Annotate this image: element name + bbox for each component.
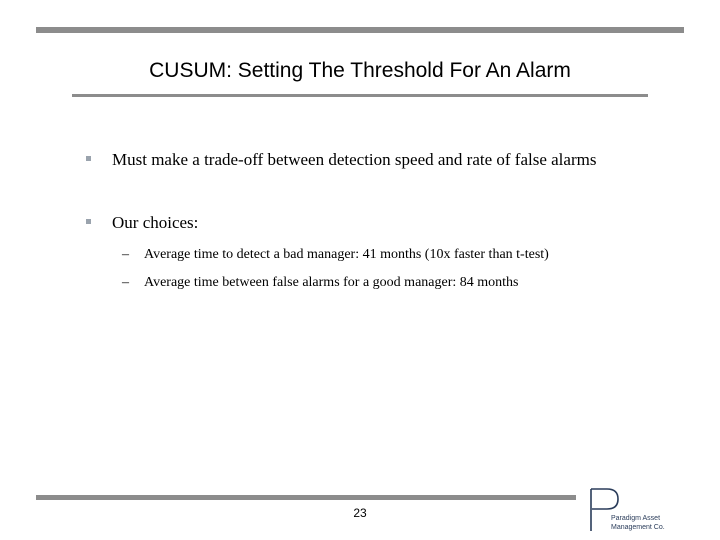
title-underline: [72, 94, 648, 97]
top-decorative-bar: [36, 27, 684, 33]
square-bullet-icon: [86, 219, 91, 224]
bullet-item: [86, 150, 596, 170]
slide-title: CUSUM: Setting The Threshold For An Alarm: [149, 59, 571, 82]
square-bullet-icon: [86, 156, 91, 161]
bottom-decorative-bar: [36, 495, 576, 500]
logo-wordmark: [611, 514, 665, 532]
sub-bullet-text: Average time to detect a bad manager: 41 months (10x faster than t-test): [144, 247, 549, 262]
dash-bullet-icon: –: [122, 247, 129, 262]
logo-line-2: Management Co.: [611, 524, 665, 531]
sub-bullet-item: [122, 246, 549, 264]
bullet-text: Our choices:: [112, 213, 199, 232]
logo-line-1: Paradigm Asset: [611, 515, 661, 522]
company-logo: [587, 487, 687, 535]
bullet-text: Must make a trade-off between detection speed and rate of false alarms: [112, 150, 597, 169]
sub-bullet-text: Average time between false alarms for a good manager: 84 months: [144, 275, 519, 290]
dash-bullet-icon: –: [122, 275, 129, 290]
bullet-item: [86, 213, 198, 233]
page-number: 23: [353, 506, 367, 520]
sub-bullet-item: [122, 274, 519, 292]
